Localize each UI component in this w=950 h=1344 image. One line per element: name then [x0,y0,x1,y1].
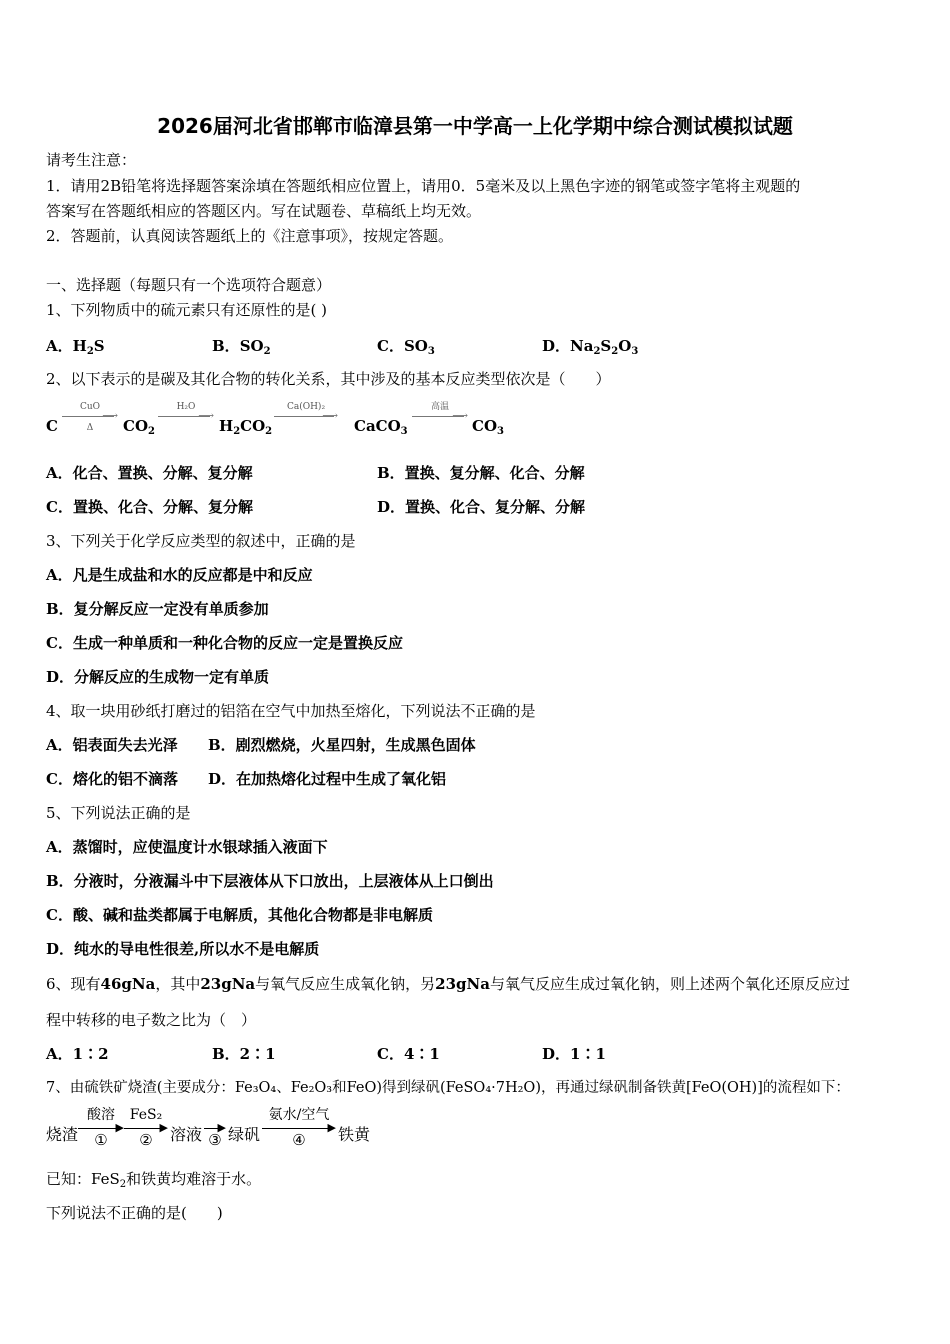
q6-stem-line-2: 程中转移的电子数之比为（ ） [46,1011,257,1029]
q4-option-b: B．剧烈燃烧，火星四射，生成黑色固体 [208,736,476,754]
species-co2-final: $CO_3$ [472,417,504,437]
flow-arrow-3: ▶ ③ [204,1106,226,1150]
reaction-arrow-2: H₂O ⟶ [158,402,214,432]
q5-option-d: D．纯水的导电性很差,所以水不是电解质 [46,940,320,958]
reaction-arrow-1: CuO ⟶ Δ [62,402,118,432]
q6-stem-line-1: 6、现有46gNa，其中23gNa与氧气反应生成氧化钠，另23gNa与氧气反应生成过氧化钠，则上述两个氧化还原反应过 [46,975,850,993]
q6-option-d: D．1∶1 [542,1045,606,1063]
flow-arrow-1: 酸溶 ▶ ① [78,1106,124,1150]
flow-solution: 溶液 [170,1125,203,1144]
q3-option-b: B．复分解反应一定没有单质参加 [46,600,269,618]
q5-option-a: A．蒸馏时，应使温度计水银球插入液面下 [46,838,328,856]
notice-item-1-line-1: 1．请用2B铅笔将选择题答案涂填在答题纸相应位置上，请用0．5毫米及以上黑色字迹的钢笔或签字笔将主观题的 [46,177,801,195]
notice-item-2: 2．答题前，认真阅读答题纸上的《注意事项》，按规定答题。 [46,227,454,245]
q1-option-a: A．$H_2S$ [46,337,105,357]
q2-option-a: A．化合、置换、分解、复分解 [46,464,253,482]
q7-process-flow [46,1104,406,1154]
flow-start: 烧渣 [46,1125,79,1144]
notice-item-1-line-2: 答案写在答题纸相应的答题区内。写在试题卷、草稿纸上均无效。 [46,202,482,220]
flow-end: 铁黄 [338,1125,371,1144]
species-caco3: CaCO$_3$ [354,417,408,437]
q3-stem: 3、下列关于化学反应类型的叙述中，正确的是 [46,532,356,550]
q2-option-c: C．置换、化合、分解、复分解 [46,498,253,516]
q3-option-c: C．生成一种单质和一种化合物的反应一定是置换反应 [46,634,403,652]
flow-arrow-4: 氨水/空气 ▶ ④ [262,1106,336,1150]
q5-stem: 5、下列说法正确的是 [46,804,191,822]
flow-green-vitriol: 绿矾 [228,1125,261,1144]
q2-stem: 2、以下表示的是碳及其化合物的转化关系，其中涉及的基本反应类型依次是（ ） [46,370,611,388]
reaction-arrow-3: Ca(OH)₂ ⟶ [274,402,338,432]
q3-option-a: A．凡是生成盐和水的反应都是中和反应 [46,566,313,584]
q7-stem: 7、由硫铁矿烧渣(主要成分：Fe₃O₄、Fe₂O₃和FeO)得到绿矾(FeSO₄·7H₂O)，再通过绿矾制备铁黄[FeO(OH)]的流程如下： [46,1080,850,1096]
q3-option-d: D．分解反应的生成物一定有单质 [46,668,270,686]
q6-option-a: A．1∶2 [46,1045,109,1063]
q4-option-c: C．熔化的铝不滴落 [46,770,178,788]
q1-option-b: B．$SO_2$ [212,337,271,357]
q6-option-c: C．4∶1 [377,1045,440,1063]
q1-option-c: C．$SO_3$ [377,337,435,357]
q5-option-c: C．酸、碱和盐类都属于电解质，其他化合物都是非电解质 [46,906,433,924]
species-co2: $CO_2$ [123,417,155,437]
notice-heading: 请考生注意： [46,151,137,169]
q5-option-b: B．分液时，分液漏斗中下层液体从下口放出，上层液体从上口倒出 [46,872,494,890]
q2-option-b: B．置换、复分解、化合、分解 [377,464,585,482]
q2-option-d: D．置换、化合、复分解、分解 [377,498,586,516]
q4-option-a: A．铝表面失去光泽 [46,736,178,754]
section-heading: 一、选择题（每题只有一个选项符合题意） [46,276,332,294]
flow-arrow-2: FeS₂ ▶ ② [124,1106,168,1150]
q7-question: 下列说法不正确的是( ) [46,1204,223,1222]
species-h2co3: $H_2CO_2$ [219,417,273,437]
q7-known: 已知：FeS$_2$和铁黄均难溶于水。 [46,1170,262,1190]
q2-reaction-scheme [46,400,566,440]
reaction-arrow-4: 高温 ⟶ [412,402,468,432]
q1-option-d: D．$Na_2S_2O_3$ [542,337,639,357]
q4-stem: 4、取一块用砂纸打磨过的铝箔在空气中加热至熔化，下列说法不正确的是 [46,702,536,720]
page-title: 2026届河北省邯郸市临漳县第一中学高一上化学期中综合测试模拟试题 [157,114,793,138]
q6-option-b: B．2∶1 [212,1045,276,1063]
q1-stem: 1、下列物质中的硫元素只有还原性的是( ) [46,301,328,319]
q4-option-d: D．在加热熔化过程中生成了氧化铝 [208,770,447,788]
species-c: C [46,417,58,435]
